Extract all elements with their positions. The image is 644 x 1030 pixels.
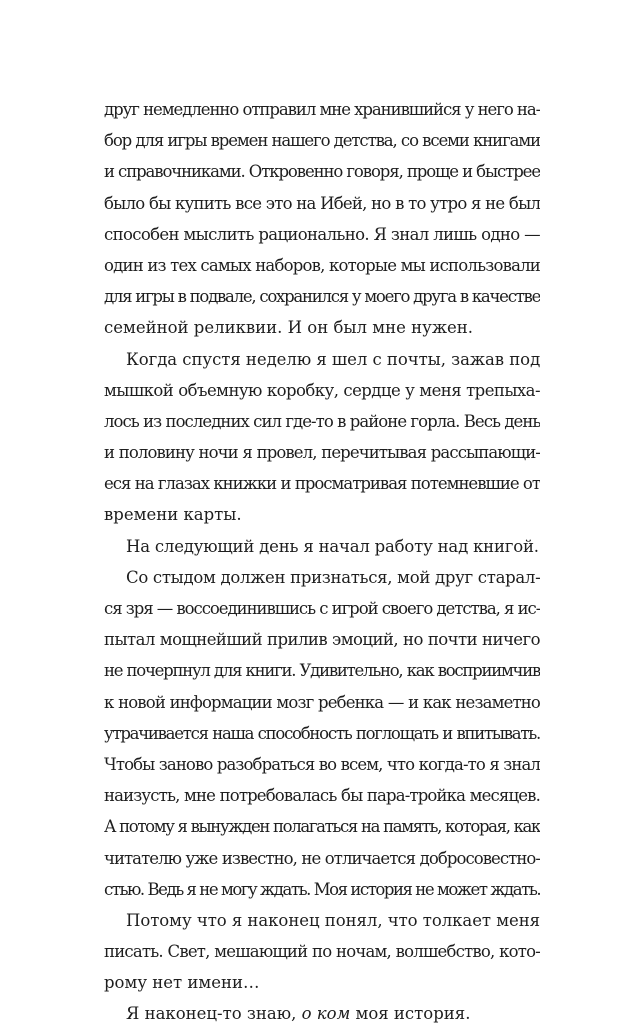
text-line: способен мыслить рационально. Я знал лишь одно — [104,224,540,244]
text-line: Когда спустя неделю я шел с почты, зажав под [126,349,540,369]
italic-emphasis: о ком [301,1004,351,1024]
text-line: не почерпнул для книги. Удивительно, как восприимчив [104,661,540,681]
text-line: На следующий день я начал работу над книгой. [126,536,539,556]
text-line: и половину ночи я провел, перечитывая рассыпающи- [104,443,540,463]
text-run: Я наконец-то знаю, [126,1004,302,1024]
text-line: утрачивается наша способность поглощать и впитывать. [104,723,540,743]
text-run: моя история. [350,1004,471,1024]
text-line: мышкой объемную коробку, сердце у меня трепыха- [104,380,540,400]
text-line: Потому что я наконец понял, что толкает меня [126,910,540,930]
text-line: и справочниками. Откровенно говоря, проще и быстрее [104,162,540,182]
text-line: времени карты. [104,505,242,525]
text-line: семейной реликвии. И он был мне нужен. [104,318,474,338]
text-line: было бы купить все это на Ибей, но в то утро я не был [104,193,540,213]
text-line: один из тех самых наборов, которые мы использовали [104,255,540,275]
text-line: А потому я вынужден полагаться на память, которая, как [104,817,540,837]
text-line: стью. Ведь я не могу ждать. Моя история не может ждать. [104,879,540,899]
text-line: писать. Свет, мешающий по ночам, волшебство, кото- [104,942,540,962]
text-line: друг немедленно отправил мне хранившийся у него на- [104,100,540,119]
text-line: для игры в подвале, сохранился у моего друга в качестве [104,287,540,307]
text-line: ся зря — воссоединившись с игрой своего детства, я ис- [104,599,540,618]
text-line: еся на глазах книжки и просматривая потемневшие от [104,474,540,494]
text-line: наизусть, мне потребовалась бы пара-тройка месяцев. [104,786,540,806]
text-line [104,998,540,1029]
text-line: к новой информации мозг ребенка — и как незаметно [104,692,540,712]
text-line: бор для игры времен нашего детства, со всеми книгами [104,131,540,151]
text-line: Со стыдом должен признаться, мой друг старал- [126,567,540,587]
text-line: лось из последних сил где-то в районе горла. Весь день [104,411,540,431]
text-line: пытал мощнейший прилив эмоций, но почти ничего [104,630,540,650]
text-line: Чтобы заново разобраться во всем, что когда-то я знал [104,754,540,774]
text-line: читателю уже известно, не отличается добросовестно- [104,848,540,868]
body-text [104,94,540,1030]
text-line: рому нет имени… [104,973,260,993]
